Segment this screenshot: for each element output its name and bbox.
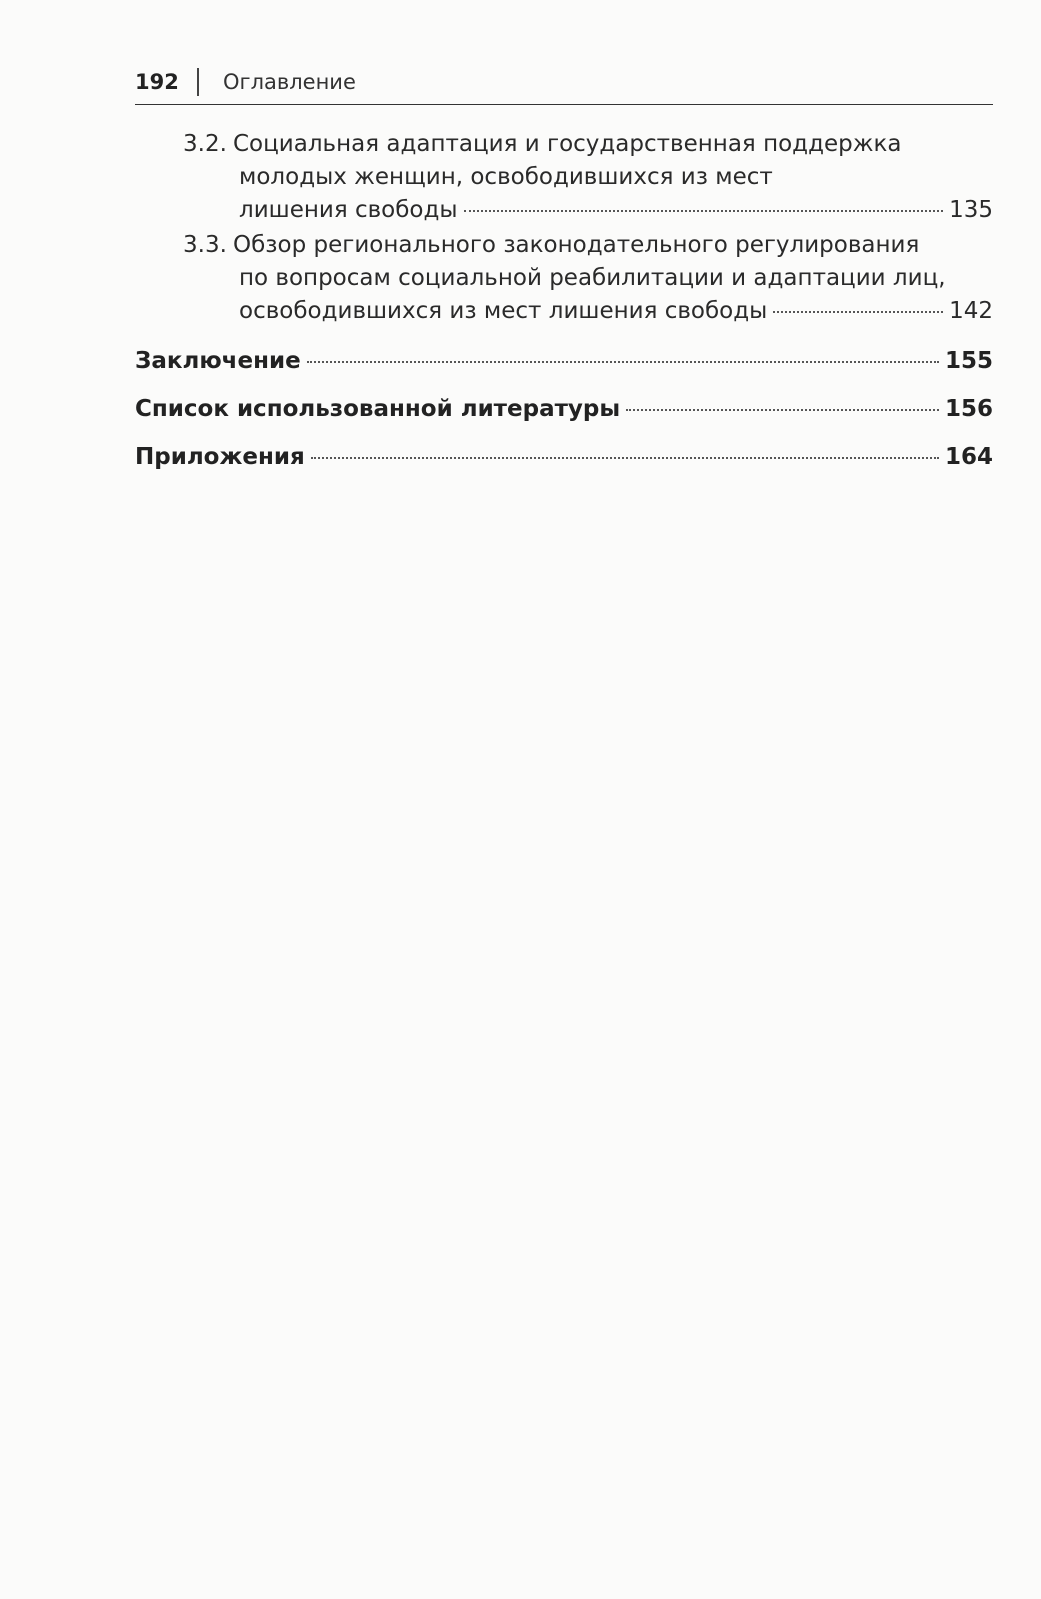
toc-entry-conclusion[interactable] — [135, 345, 993, 378]
dot-leader — [464, 210, 944, 212]
dot-leader — [307, 361, 939, 363]
running-title: Оглавление — [223, 70, 356, 94]
toc-entry-page: 135 — [949, 197, 993, 223]
toc-entry-number: 3.2. — [183, 131, 227, 157]
toc-entry-3-2[interactable] — [135, 128, 993, 227]
toc-entry-page: 164 — [944, 444, 993, 470]
toc-entry-last-line — [239, 295, 993, 328]
toc-entry-page: 142 — [949, 298, 993, 324]
toc-entry-continuation-line — [135, 161, 993, 194]
toc-entry-title-line: освободившихся из мест лишения свободы — [239, 298, 768, 324]
table-of-contents — [135, 128, 993, 474]
toc-entry-references[interactable] — [135, 393, 993, 426]
page-number: 192 — [135, 70, 179, 94]
page-header — [135, 68, 993, 105]
toc-entry-last-line — [239, 194, 993, 227]
toc-entry-title: Приложения — [135, 444, 305, 470]
toc-entry-page: 156 — [944, 396, 993, 422]
toc-entry-number: 3.3. — [183, 232, 227, 258]
dot-leader — [773, 311, 943, 313]
toc-entry-title-line: молодых женщин, освободившихся из мест — [239, 164, 773, 190]
toc-entry-title-line: Обзор регионального законодательного регулирования — [233, 232, 920, 258]
toc-entry-appendices[interactable] — [135, 441, 993, 474]
toc-entry-page: 155 — [944, 348, 993, 374]
toc-entry-first-line — [135, 128, 993, 161]
toc-entry-title-line: по вопросам социальной реабилитации и адаптации лиц, — [239, 265, 946, 291]
dot-leader — [626, 409, 939, 411]
toc-entry-continuation-line — [135, 262, 993, 295]
toc-entry-3-3[interactable] — [135, 229, 993, 328]
toc-entry-title-line: лишения свободы — [239, 197, 458, 223]
toc-entry-first-line — [135, 229, 993, 262]
toc-entry-title: Список использованной литературы — [135, 396, 621, 422]
toc-entry-title: Заключение — [135, 348, 301, 374]
dot-leader — [311, 457, 939, 459]
toc-entry-title-line: Социальная адаптация и государственная поддержка — [233, 131, 902, 157]
header-separator — [197, 68, 199, 96]
